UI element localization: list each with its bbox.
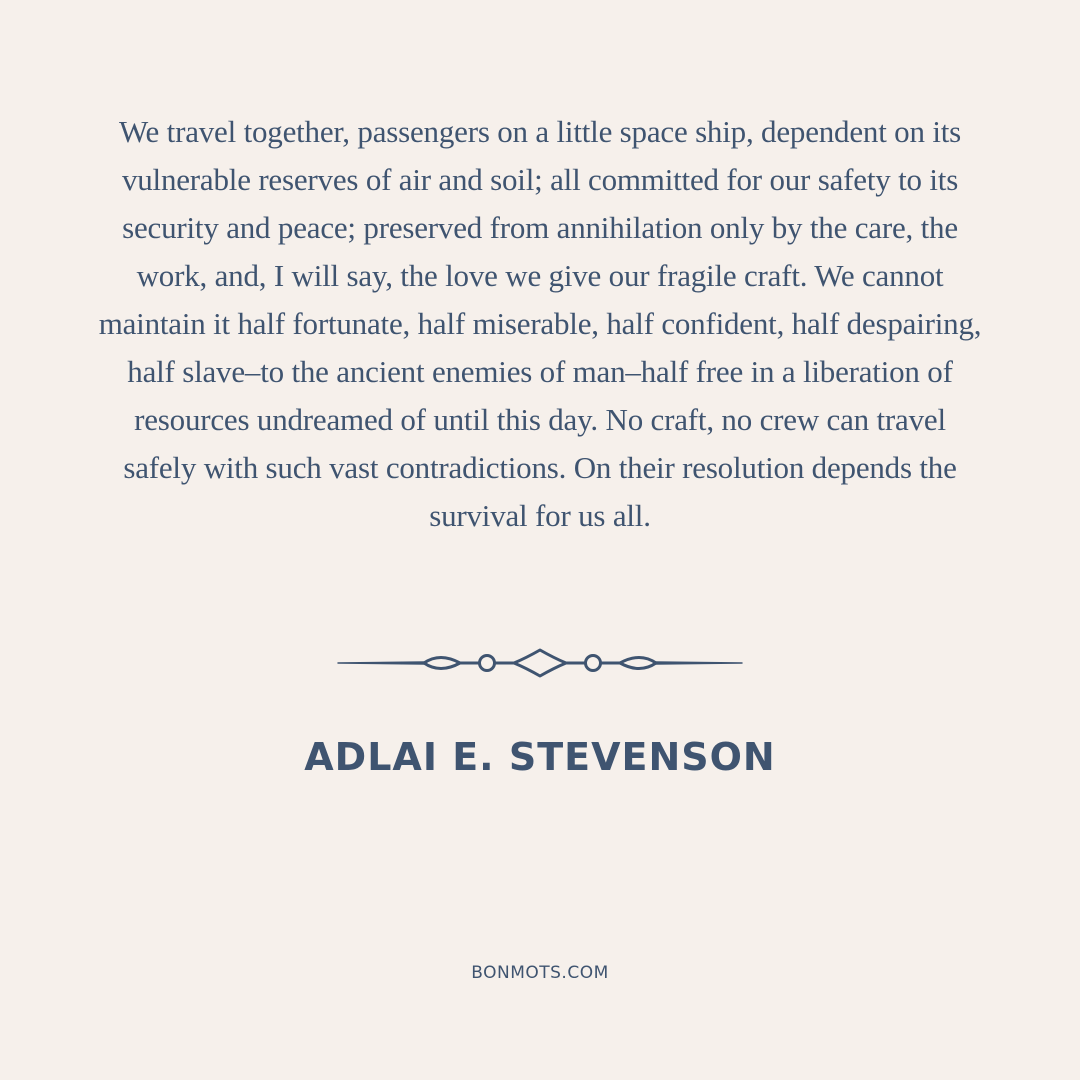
author-name: ADLAI E. STEVENSON	[304, 735, 776, 779]
quote-text: We travel together, passengers on a little space ship, dependent on its vulnerable reserves of air and soil; all committed for our safety to its security and peace; preserved from annihilation only by the care, the work, and, I will say, the love we give our fragile craft. We cannot maintain it half fortunate, half miserable, half confident, half despairing, half slave–to the ancient enemies of man–half free in a liberation of resources undreamed of until this day. No craft, no crew can travel safely with such vast contradictions. On their resolution depends the survival for us all.	[98, 114, 982, 533]
ornamental-divider-icon	[336, 646, 744, 680]
site-watermark: BONMOTS.COM	[471, 963, 609, 983]
